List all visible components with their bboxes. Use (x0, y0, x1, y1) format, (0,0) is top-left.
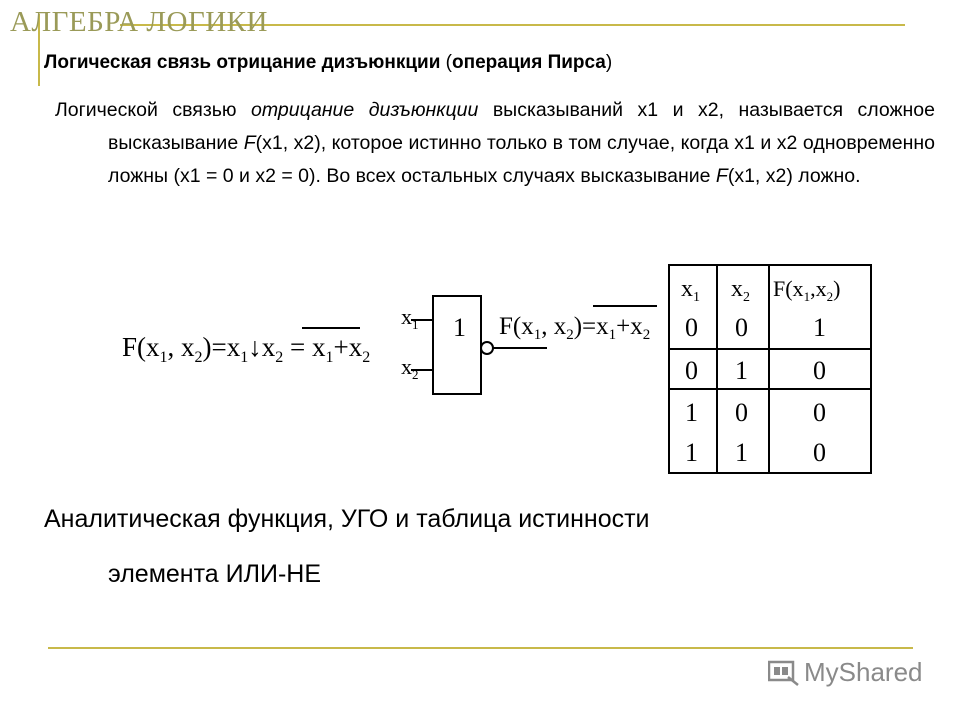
slide-header-title: АЛГЕБРА ЛОГИКИ (10, 6, 268, 38)
gate-output-sub4: 2 (642, 327, 651, 343)
formula-sub1: 1 (159, 349, 168, 366)
definition-f-2: F (715, 165, 728, 187)
gate-body (433, 296, 481, 394)
gate-output-lhs: F(x (499, 313, 534, 340)
formula-eq1: )=x (202, 332, 241, 362)
formula-plus: + (333, 332, 349, 362)
truth-table-cell: 0 (685, 356, 698, 385)
subtitle-bold-part1: Логическая связь отрицание дизъюнкции (44, 52, 441, 73)
definition-text-3: (x1, x2), которое истинно только в том случае, когда x1 и x2 одновременно ложны (x1 = 0 и x2 = 0). Во всех остальных случаях высказывание (108, 132, 935, 187)
svg-text:x1 (401, 304, 419, 332)
svg-text:F(x1, x2)=x1↓x2 = x1+x2 (122, 332, 370, 366)
truth-table-cell: 0 (685, 313, 698, 342)
caption-line-1: Аналитическая функция, УГО и таблица истинности (44, 505, 650, 533)
truth-table-cell: 1 (735, 438, 748, 467)
svg-text:F(x1, x2)=x1+x2 (499, 313, 650, 343)
definition-term: отрицание дизъюнкции (251, 99, 479, 121)
subtitle-paren-open: ( (440, 52, 453, 73)
truth-table-cell: 1 (813, 313, 826, 342)
caption-line-2: элемента ИЛИ-НЕ (108, 560, 322, 588)
truth-table (665, 262, 877, 476)
formula-eq2: = (283, 332, 312, 362)
definition-text-4: (x1, x2) ложно. (727, 165, 861, 187)
definition-text-2: высказываний x1 и x2, называется сложное высказывание (108, 99, 935, 154)
truth-table-cell: 0 (735, 313, 748, 342)
formula-sub4: 2 (275, 349, 284, 366)
watermark (768, 657, 923, 688)
gate-input2-sub: 2 (412, 367, 419, 382)
definition-text-1: Логической связью (55, 99, 252, 121)
gate-output-eq: )=x (573, 313, 609, 340)
truth-table-cell: 0 (813, 438, 826, 467)
truth-table-cell: 0 (813, 356, 826, 385)
formula-x2: x (261, 332, 276, 362)
formula-rhs-x2: x (348, 332, 363, 362)
formula-rhs-x1: x (311, 332, 326, 362)
gate-output-sub2: 2 (566, 327, 574, 343)
gate-output-comma: , x (541, 313, 567, 340)
subtitle-paren-close: ) (605, 52, 613, 73)
definition-f-1: F (243, 132, 256, 154)
footer-rule (48, 647, 913, 649)
truth-table-cell: 1 (735, 356, 748, 385)
nor-gate-diagram (395, 290, 665, 400)
truth-table-cell: 0 (813, 398, 826, 427)
gate-input2-label: x (401, 354, 412, 379)
gate-output-plus: +x (616, 313, 643, 340)
formula-sub2: 2 (194, 349, 203, 366)
truth-table-header-x2: $x_2$ (731, 276, 750, 305)
truth-table-cell: 0 (735, 398, 748, 427)
gate-symbol: 1 (453, 313, 466, 342)
formula-sub3: 1 (240, 349, 249, 366)
analytic-formula (118, 316, 378, 376)
formula-rhs-sub1: 1 (325, 349, 334, 366)
gate-output-sub1: 1 (533, 327, 542, 343)
truth-table-header-f: $F(x_1,x_2)$ (773, 276, 841, 304)
myshared-logo-icon (768, 659, 800, 687)
watermark-text: MyShared (804, 657, 923, 687)
gate-input1-sub: 1 (412, 317, 419, 332)
gate-input1-label: x (401, 304, 412, 329)
truth-table-header-x1: $x_1$ (681, 276, 700, 305)
formula-rhs-sub2: 2 (362, 349, 371, 366)
svg-text:x2 (401, 354, 419, 382)
gate-output-sub3: 1 (608, 327, 617, 343)
truth-table-cell: 1 (685, 398, 698, 427)
gate-inversion-bubble (481, 342, 493, 354)
formula-comma: , x (167, 332, 195, 362)
definition-paragraph (55, 94, 935, 193)
truth-table-cell: 1 (685, 438, 698, 467)
subtitle-bold-part2: операция Пирса (452, 52, 606, 73)
formula-arrow: ↓ (248, 332, 262, 362)
slide-subtitle (44, 52, 612, 74)
formula-lhs: F(x (122, 332, 160, 362)
